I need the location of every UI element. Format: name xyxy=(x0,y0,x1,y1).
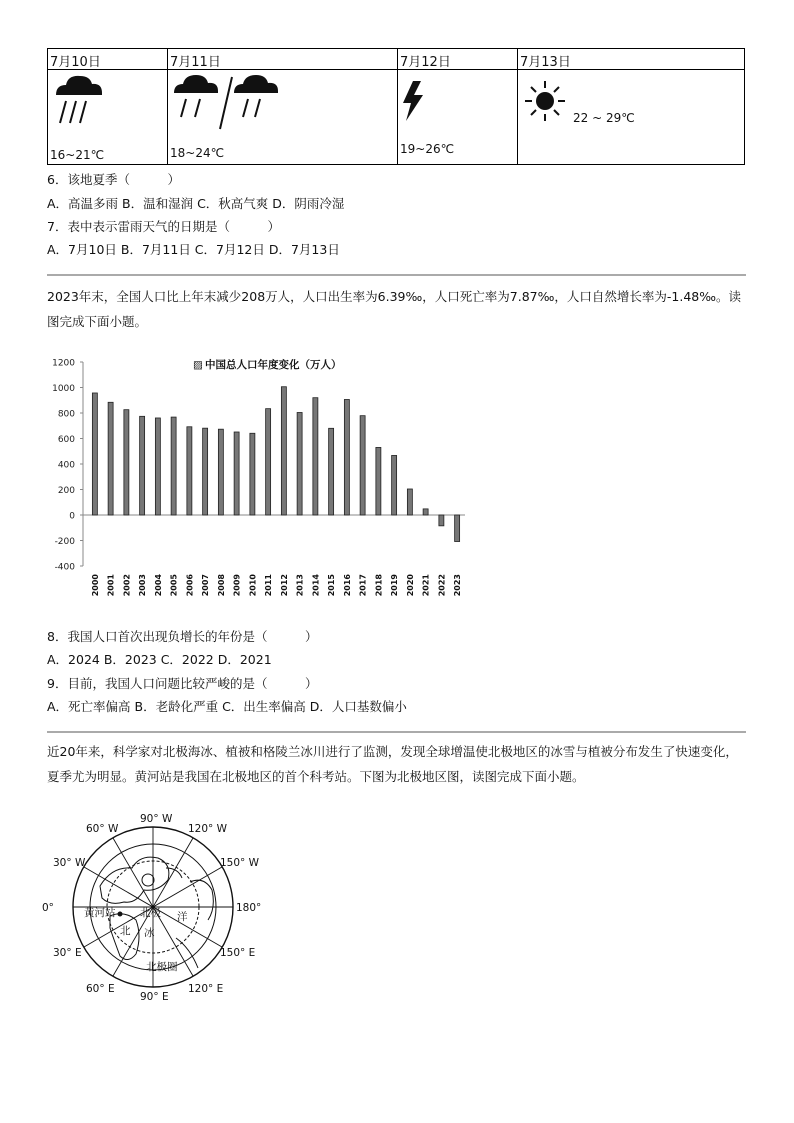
place-label: 北极圈 xyxy=(146,961,178,973)
chart-legend-marker: ▨ xyxy=(193,359,203,371)
weather-cell-day4 xyxy=(517,49,746,164)
rain-cloud-icon xyxy=(52,73,108,128)
bar-2022 xyxy=(439,515,444,526)
passage-arctic: 近20年来，科学家对北极海冰、植被和格陵兰冰川进行了监测，发现全球增温使北极地区的冰雪与植被分布发生了快速变化，夏季尤为明显。黄河站是我国在北极地区的首个科考站。下图为北极地区图，读图完成下面小题。 xyxy=(47,744,738,784)
question-8-stem: 8．我国人口首次出现负增长的年份是（ ） xyxy=(47,629,318,644)
longitude-label: 60° W xyxy=(86,823,119,835)
place-label: 洋 xyxy=(177,911,188,923)
huanghe-station-marker xyxy=(118,912,123,917)
population-change-chart xyxy=(45,350,475,600)
x-tick-label: 2004 xyxy=(153,574,163,597)
date-label: 7月10日 xyxy=(50,55,101,70)
question-7-stem: 7．表中表示雷雨天气的日期是（ ） xyxy=(47,219,280,234)
bar-2002 xyxy=(124,410,129,515)
temperature-range: 19~26℃ xyxy=(400,142,455,156)
temperature-range: 18~24℃ xyxy=(170,146,225,160)
place-label: 黄河站 xyxy=(84,907,116,919)
longitude-label: 30° E xyxy=(53,947,82,959)
thunder-icon xyxy=(401,81,425,121)
y-tick-label: 200 xyxy=(57,486,75,496)
date-label: 7月11日 xyxy=(170,55,221,70)
bar-2023 xyxy=(455,515,460,542)
x-tick-label: 2006 xyxy=(185,574,195,597)
bar-2008 xyxy=(218,429,223,515)
x-tick-label: 2001 xyxy=(106,574,116,597)
bar-2005 xyxy=(171,417,176,515)
longitude-label: 180° xyxy=(236,902,262,914)
x-tick-label: 2012 xyxy=(279,574,289,597)
x-tick-label: 2019 xyxy=(390,574,400,597)
x-tick-label: 2023 xyxy=(453,574,463,597)
y-tick-label: 600 xyxy=(57,435,75,445)
longitude-label: 60° E xyxy=(86,983,115,995)
y-tick-label: 0 xyxy=(69,511,75,522)
longitude-label: 90° W xyxy=(140,813,173,825)
x-tick-label: 2000 xyxy=(90,574,100,597)
y-tick-label: -400 xyxy=(54,562,75,573)
x-tick-label: 2011 xyxy=(264,574,274,597)
bar-2004 xyxy=(155,418,160,515)
temperature-range: 22 ~ 29℃ xyxy=(573,111,635,125)
x-tick-label: 2002 xyxy=(122,574,132,597)
bar-2010 xyxy=(250,433,255,515)
place-label: 北极 xyxy=(140,907,161,919)
x-tick-label: 2016 xyxy=(342,574,352,597)
bar-2020 xyxy=(407,489,412,515)
temperature-range: 16~21℃ xyxy=(50,148,105,162)
bar-2018 xyxy=(376,447,381,515)
bar-2014 xyxy=(313,398,318,515)
x-tick-label: 2020 xyxy=(405,574,415,597)
question-8-options: A．2024 B．2023 C．2022 D．2021 xyxy=(47,652,272,667)
weather-table xyxy=(47,48,745,165)
x-tick-label: 2017 xyxy=(358,574,368,597)
question-9-options: A．死亡率偏高 B．老龄化严重 C．出生率偏高 D．人口基数偏小 xyxy=(47,699,407,714)
x-tick-label: 2010 xyxy=(248,574,258,597)
longitude-label: 150° W xyxy=(220,857,260,869)
bar-2006 xyxy=(187,427,192,515)
x-tick-label: 2014 xyxy=(311,574,321,597)
weather-cell-day2 xyxy=(167,49,397,164)
bar-2009 xyxy=(234,432,239,515)
question-9-stem: 9．目前，我国人口问题比较严峻的是（ ） xyxy=(47,676,318,691)
bar-2017 xyxy=(360,416,365,515)
x-tick-label: 2021 xyxy=(421,574,431,597)
y-tick-label: -200 xyxy=(54,537,75,547)
y-tick-label: 400 xyxy=(57,460,75,471)
sun-icon xyxy=(523,79,567,123)
passage-population: 2023年末，全国人口比上年末减少208万人，人口出生率为6.39‰，人口死亡率为7.87‰，人口自然增长率为-1.48‰。读图完成下面小题。 xyxy=(47,289,741,329)
question-6-options: A．高温多雨 B．温和湿润 C．秋高气爽 D．阴雨冷湿 xyxy=(47,196,345,211)
rain-to-rain-icon xyxy=(172,73,290,133)
section-divider xyxy=(47,274,746,276)
bar-2003 xyxy=(140,416,145,515)
bar-2016 xyxy=(344,399,349,515)
weather-cell-day1 xyxy=(48,49,167,164)
x-tick-label: 2018 xyxy=(374,574,384,597)
place-label: 冰 xyxy=(144,927,155,939)
longitude-label: 120° W xyxy=(188,823,228,835)
chart-title: 中国总人口年度变化（万人） xyxy=(205,359,342,371)
longitude-label: 90° E xyxy=(140,991,169,1003)
longitude-label: 30° W xyxy=(53,857,86,869)
y-tick-label: 1200 xyxy=(52,358,75,369)
x-tick-label: 2009 xyxy=(232,574,242,597)
question-6-stem: 6．该地夏季（ ） xyxy=(47,172,180,187)
section-divider xyxy=(47,731,746,733)
y-tick-label: 1000 xyxy=(52,384,75,394)
weather-cell-day3 xyxy=(397,49,517,164)
bar-2019 xyxy=(392,455,397,515)
longitude-label: 120° E xyxy=(188,983,224,995)
bar-2021 xyxy=(423,509,428,515)
y-tick-label: 800 xyxy=(57,409,75,420)
arctic-map xyxy=(40,808,280,1008)
date-label: 7月13日 xyxy=(520,55,571,70)
bar-2000 xyxy=(92,393,97,515)
bar-2011 xyxy=(266,409,271,515)
x-tick-label: 2015 xyxy=(327,574,337,597)
x-tick-label: 2008 xyxy=(216,574,226,597)
longitude-label: 150° E xyxy=(220,947,256,959)
question-7-options: A．7月10日 B．7月11日 C．7月12日 D．7月13日 xyxy=(47,242,340,257)
x-tick-label: 2022 xyxy=(437,574,447,597)
bar-2001 xyxy=(108,402,113,515)
bar-2012 xyxy=(281,387,286,515)
bar-2015 xyxy=(329,428,334,515)
x-tick-label: 2013 xyxy=(295,574,305,597)
bar-2007 xyxy=(203,428,208,515)
bar-2013 xyxy=(297,412,302,515)
x-tick-label: 2003 xyxy=(138,574,148,597)
x-tick-label: 2007 xyxy=(201,574,211,597)
date-label: 7月12日 xyxy=(400,55,451,70)
longitude-label: 0° xyxy=(42,902,54,914)
x-tick-label: 2005 xyxy=(169,574,179,597)
place-label: 北 xyxy=(120,925,131,937)
